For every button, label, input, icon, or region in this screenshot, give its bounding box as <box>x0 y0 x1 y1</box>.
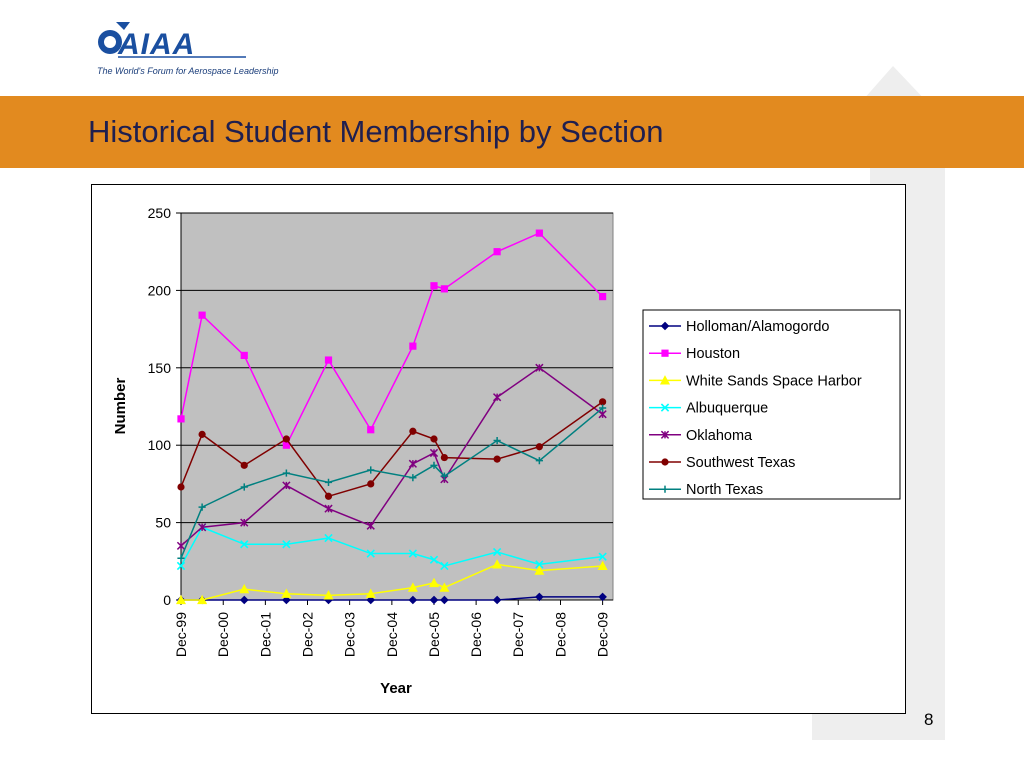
x-axis <box>173 600 613 657</box>
data-point <box>199 312 206 319</box>
page-number: 8 <box>924 710 934 729</box>
data-point <box>283 435 290 442</box>
x-tick-label: Dec-00 <box>215 612 232 658</box>
data-point <box>599 293 606 300</box>
x-tick-label: Dec-06 <box>468 612 485 658</box>
x-tick-label: Dec-04 <box>383 612 400 658</box>
x-tick-label: Dec-01 <box>257 612 274 658</box>
data-point <box>441 285 448 292</box>
y-tick-label: 50 <box>155 514 171 531</box>
data-point <box>409 428 416 435</box>
data-point <box>241 352 248 359</box>
legend-label: Holloman/Alamogordo <box>686 319 830 335</box>
slide-title: Historical Student Membership by Section <box>88 114 664 149</box>
data-point <box>536 230 543 237</box>
data-point <box>177 415 184 422</box>
data-point <box>430 435 437 442</box>
legend-label: Oklahoma <box>686 427 753 444</box>
x-axis-title: Year <box>380 680 412 697</box>
y-tick-label: 250 <box>147 205 171 221</box>
data-point <box>177 483 184 490</box>
logo-wordmark: AIAA <box>118 28 196 61</box>
data-point <box>325 356 332 363</box>
y-tick-label: 100 <box>147 437 171 454</box>
x-tick-label: Dec-03 <box>341 612 358 658</box>
legend-label: Houston <box>686 346 741 363</box>
legend-label: White Sands Space Harbor <box>686 373 862 390</box>
data-point <box>367 480 374 487</box>
data-point <box>441 454 448 461</box>
y-axis-title: Number <box>112 377 129 435</box>
data-point <box>599 398 606 405</box>
y-tick-label: 0 <box>163 592 171 608</box>
data-point <box>199 431 206 438</box>
x-tick-label: Dec-99 <box>173 612 189 658</box>
x-tick-label: Dec-02 <box>299 612 316 658</box>
chart-frame <box>91 184 906 714</box>
legend-label: Albuquerque <box>686 400 769 417</box>
x-tick-label: Dec-08 <box>552 612 569 658</box>
data-point <box>494 456 501 463</box>
x-tick-label: Dec-07 <box>510 612 527 658</box>
legend-marker <box>661 350 668 357</box>
x-tick-label: Dec-09 <box>594 612 611 658</box>
y-tick-label: 200 <box>147 282 171 299</box>
data-point <box>241 462 248 469</box>
y-axis <box>148 205 181 608</box>
legend <box>643 310 900 499</box>
x-tick-label: Dec-05 <box>425 612 442 658</box>
legend-marker <box>661 458 668 465</box>
legend-label: Southwest Texas <box>686 455 796 471</box>
y-tick-label: 150 <box>147 359 171 376</box>
logo-tagline: The World's Forum for Aerospace Leadership <box>97 66 279 76</box>
data-point <box>494 248 501 255</box>
legend-label: North Texas <box>686 482 764 499</box>
data-point <box>367 426 374 433</box>
data-point <box>325 493 332 500</box>
line-chart <box>92 185 907 715</box>
data-point <box>430 282 437 289</box>
data-point <box>409 343 416 350</box>
data-point <box>536 443 543 450</box>
